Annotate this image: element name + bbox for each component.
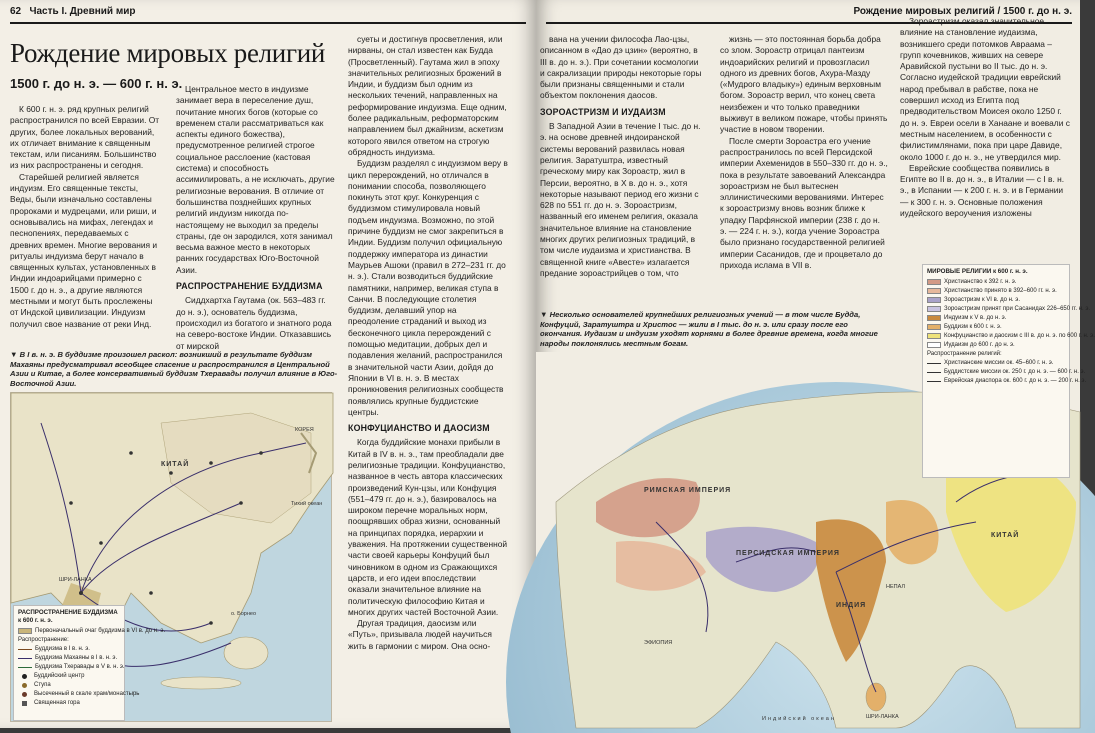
legend-item: Буддизма Махаяны в I в. н. э.: [18, 654, 120, 662]
paragraph: суеты и достигнув просветления, или нирваны, он стал известен как Будда (Просветленный). Гаутама жил в эпоху значительных религиозных брожений в Индии, и буддизм был одним из нескольких течений, направленных на реформирование индуизма. Еще одним, более радикальным, реформаторским направлением был джайнизм, аскетизм которого явился ответом на строгую обрядность индуизма.: [348, 34, 507, 157]
paragraph: Буддизм разделял с индуизмом веру в цикл перерождений, но отличался в понимании способа, позволяющего покинуть этот круг. Конкуренция с буддизмом стимулировала новый подъем индуизма. Возможно, по этой причине буддизм не смог закрепиться в Индии. Буддизм получил официальную поддержку императора из династии Маурьев Ашоки (правил в 272–231 гг. до н. э.). Стали возводиться буддийские памятники, например, великая ступа в Санчи. В последующие столетия буддизм, делавший упор на преодоление страданий и выход из бесконечного цикла перерождений с помощью медитации, добрых дел и подавления желаний, распространился в значительной части Азии, дойдя до Японии в VI в. н. э. В местах проникновения религиозных сообществ появлялись крупные буддистские центры.: [348, 158, 508, 417]
legend-item: [927, 278, 1065, 286]
map-caption: ▼ В I в. н. э. В буддизме произошел раскол: возникший в результате буддизм Махаяны предусматривал всеобщее спасение и распространился в Центральной Азии и Китае, а более консервативный буддизм Тхеравады получил влияние в Юго-Восточной Азии.: [10, 350, 338, 388]
legend-label: Буддизм к 600 г. н. э.: [944, 324, 1002, 330]
legend-swatch: [927, 333, 941, 339]
paragraph: Зороастризм оказал значительное влияние на становление иудаизма, возникшего среди потомков Авраама – групп кочевников, живших на севере Аравийской пустыни во II тыс. до н. э. Согласно иудейской традиции еврейский народ пребывал в рабстве, пока не совершил исход из Египта под предводительством Моисея около 1250 г. до н. э. Евреи осели в Ханаане и воевали с местным населением, в особенности с филистимлянами, пока при царе Давиде, около 1000 г. до н. э., не утвердился мир.: [900, 16, 1070, 162]
legend-swatch: [927, 315, 941, 321]
paragraph: Старейшей религией является индуизм. Его священные тексты, Веды, были изначально составлены пророками и мудрецами, или риши, и основывались на мифах, легендах и песнопениях, передаваемых с древних времен. Многие верования и ритуалы индуизма берут начало в священных культах, установленных в Индии индоарийцами примерно с 1500 г. до н. э., а другие являются местными и могут быть прослежены от Индской цивилизации. Индуизм получил свое название от реки Инд.: [10, 171, 158, 329]
legend-swatch: [927, 324, 941, 330]
text-column-1: [540, 34, 704, 308]
legend-item: Ступа: [18, 681, 120, 689]
paragraph: Сиддхартха Гаутама (ок. 563–483 гг. до н. э.), основатель буддизма, происходил из богатого и знатного рода на северо-востоке Индии. Отказавшись от мирской: [176, 295, 332, 351]
legend-line: [927, 363, 941, 364]
world-religions-legend: [922, 264, 1095, 478]
legend-label: Распространение религий:: [927, 351, 1002, 357]
left-running-head: [10, 6, 135, 17]
legend-line: [927, 381, 941, 382]
part-title: Часть I. Древний мир: [29, 6, 136, 17]
paragraph: После смерти Зороастра его учение распространилось по всей Персидской империи Ахеменидов в 550–330 гг. до н. э., пока в результате завоеваний Александра зороастризм не был вытеснен эллинистическими верованиями. Интерес к зороастризму вновь возник ближе к упадку Парфянской империи (238 г. до н. э. — 224 г. н. э.), когда учение Зороастра было признано государственной религией империи Сасанидов, где и процветало до прихода ислама в VII в.: [720, 135, 888, 270]
legend-swatch: [927, 279, 941, 285]
legend-label: Иудаизм до 600 г. до н. э.: [944, 342, 1015, 348]
buddhism-map-legend: [13, 605, 166, 721]
legend-item: [927, 305, 1091, 313]
legend-swatch: [927, 288, 941, 294]
legend-item: [927, 341, 1065, 349]
map-label-ocean: Тихий океан: [291, 501, 323, 507]
paragraph: вана на учении философа Лао-цзы, описанном в «Дао дэ цзин» (вероятно, в III в. до н. э.). При сочетании космологии и сакрализации природы некоторые горы были признаны священными и стали объектом поклонения даосов.: [540, 34, 702, 101]
map-label-korea: КОРЕЯ: [295, 427, 314, 433]
legend-item: Высеченный в скале храм/монастырь: [18, 690, 120, 698]
left-page: [0, 0, 536, 728]
legend-title: РАСПРОСТРАНЕНИЕ БУДДИЗМА к 600 г. н. э.: [18, 609, 118, 624]
legend-label: Буддистские миссии ок. 250 г. до н. э. — 600 г. н. э.: [944, 369, 1086, 375]
map-label-sri-lanka: ШРИ-ЛАНКА: [59, 577, 92, 583]
paragraph: жизнь — это постоянная борьба добра со злом. Зороастр отрицал пантеизм индоарийских религий и провозгласил одного из древних богов, Ахура-Мазду («Мудрого владыку») единым верховным богом. Зороастр верил, что конец света неизбежен и что только праведники выживут в великом пожаре, чтобы принять участие в новом творении.: [720, 34, 888, 135]
paragraph: Центральное место в индуизме занимает вера в переселение душ, почитание многих богов (которые со временем стали рассматриваться как аспекты единого божества), предусмотренное религией строгое социальное расслоение (кастовая система) и способность ассимилировать, а не исключать, другие религиозные верования. В отличие от большинства позднейших крупных религий индуизм никогда по-настоящему не выходил за пределы страны, где он зародился, хотя занимал весьма важное место в некоторых ранних государствах Юго-Восточной Азии.: [176, 84, 335, 275]
map-label-ethiopia: ЭФИОПИЯ: [644, 640, 673, 646]
date-range: 1500 г. до н. э. — 600 г. н. э.: [10, 76, 183, 91]
legend-swatch: [927, 306, 941, 312]
legend-item: [927, 377, 1087, 385]
legend-item: Буддизма Тхеравады в V в. н. э.: [18, 663, 120, 671]
legend-label: Еврейская диаспора ок. 600 г. до н. э. — 200 г. н. э.: [944, 378, 1087, 384]
map-label-persia: ПЕРСИДСКАЯ ИМПЕРИЯ: [736, 550, 840, 557]
legend-label: Христианство принято в 392–600 гг. н. э.: [944, 288, 1057, 294]
header-rule: [10, 22, 526, 24]
map-label-borneo: о. Борнео: [231, 611, 256, 617]
legend-label: Христианство к 392 г. н. э.: [944, 279, 1017, 285]
legend-item: Буддийский центр: [18, 672, 120, 680]
map-label-rome: РИМСКАЯ ИМПЕРИЯ: [644, 487, 732, 494]
legend-label: Конфуцианство и даосизм с III в. до н. э. по 600 г. н. э.: [944, 333, 1095, 339]
legend-item: [927, 332, 1095, 340]
page-title: Рождение мировых религий: [10, 38, 326, 68]
text-column-2: [176, 84, 336, 351]
legend-title: МИРОВЫЕ РЕЛИГИИ к 600 г. н. э.: [927, 268, 1028, 275]
legend-item: [927, 323, 1065, 331]
paragraph: Когда буддийские монахи прибыли в Китай в IV в. н. э., там преобладали две религиозные традиции. Конфуцианство, названное в честь автора классических произведений Кун-цзы, или Конфуция (551–479 гг. до н. э.), базировалось на широком перечне моральных норм, поощрявших образ жизни, основанный на принципах порядка, иерархии и уважения. На протяжении существенной части своей карьеры Конфуций был чиновником в одном из Сражающихся царств, и его идеи впоследствии оказали значительное влияние на политическую философию Китая и многих других частей Восточной Азии.: [348, 437, 508, 617]
map-label-sri-lanka: ШРИ-ЛАНКА: [866, 714, 899, 720]
legend-item: Священная гора: [18, 699, 120, 707]
right-running-head: Рождение мировых религий / 1500 г. до н. э.: [853, 6, 1072, 17]
buddhism-map: [10, 392, 332, 722]
map-caption: ▼ Несколько основателей крупнейших религиозных учений — в том числе Будда, Конфуций, Заратуштра и Христос — жили в I тыс. до н. э. или сразу после его окончания. Иудаизм и индуизм уходят корнями в более древние времена, когда многие народы поклонялись местным богам.: [540, 310, 878, 348]
paragraph: К 600 г. н. э. ряд крупных религий распространился по всей Евразии. От других, более локальных верований, их отличает внимание к священным текстам, или писаниям. Большинство из них распространены и сегодня.: [10, 104, 160, 171]
text-column-2: [720, 34, 888, 308]
map-label-china: КИТАЙ: [161, 461, 190, 468]
section-heading: РАСПРОСТРАНЕНИЕ БУДДИЗМА: [176, 281, 323, 292]
legend-item: [927, 359, 1065, 367]
right-page: [536, 0, 1095, 728]
page-number: 62: [10, 6, 22, 17]
text-column-1: [10, 104, 160, 344]
legend-line: [927, 372, 941, 373]
paragraph: В Западной Азии в течение I тыс. до н. э. на основе древней индоиранской системы верований развилась новая религия. Заратуштра, известный греческому миру как Зороастр, жил в Персии, вероятно, в X в. до н. э., хотя некоторые называют период его жизни с 628 по 551 гг. до н. э. Зороастризм, названный его именем религия, оказала значительное влияние на становление многих других религиозных традиций, в том числе иудаизма и христианства. В священной книге «Авесте» излагается предание зороастрийцев о том, что: [540, 121, 701, 278]
legend-item: [927, 287, 1065, 295]
section-heading: ЗОРОАСТРИЗМ И ИУДАИЗМ: [540, 106, 666, 117]
section-heading: КОНФУЦИАНСТВО И ДАОСИЗМ: [348, 423, 490, 434]
paragraph: Другая традиция, даосизм или «Путь», призывала людей научиться жить в гармонии с миром. Она осно-: [348, 618, 492, 651]
legend-label: Зороастризм к VI в. до н. э.: [944, 297, 1020, 303]
map-label-nepal: НЕПАЛ: [886, 584, 905, 590]
legend-label: Зороастризм принят при Сасанидах 226–650 гг. н. э.: [944, 306, 1091, 312]
legend-label: Христианские миссии ок. 45–600 г. н. э.: [944, 360, 1054, 366]
map-label-china: КИТАЙ: [991, 532, 1020, 539]
legend-item: [927, 296, 1065, 304]
legend-item: Первоначальный очаг буддизма в VI в. до н. э.: [18, 627, 120, 635]
legend-item: [927, 350, 1065, 358]
map-label-indian-ocean: Индийский океан: [762, 716, 836, 722]
map-label-india: ИНДИЯ: [836, 602, 867, 609]
legend-item: Буддизма в I в. н. э.: [18, 645, 120, 653]
legend-item: Распространение:: [18, 637, 69, 643]
legend-swatch: [927, 342, 941, 348]
text-column-3: [900, 16, 1070, 264]
legend-item: [927, 314, 1065, 322]
legend-item: [927, 368, 1086, 376]
legend-swatch: [927, 297, 941, 303]
legend-label: Индуизм к V в. до н. э.: [944, 315, 1007, 321]
paragraph: Еврейские сообщества появились в Египте во II в. до н. э., в Италии — с I в. н. э., в Испании — к 200 г. н. э. и в Германии — к 300 г. н. э. Основные положения иудейского вероучения изложены: [900, 162, 1065, 219]
text-column-3: [348, 34, 508, 724]
